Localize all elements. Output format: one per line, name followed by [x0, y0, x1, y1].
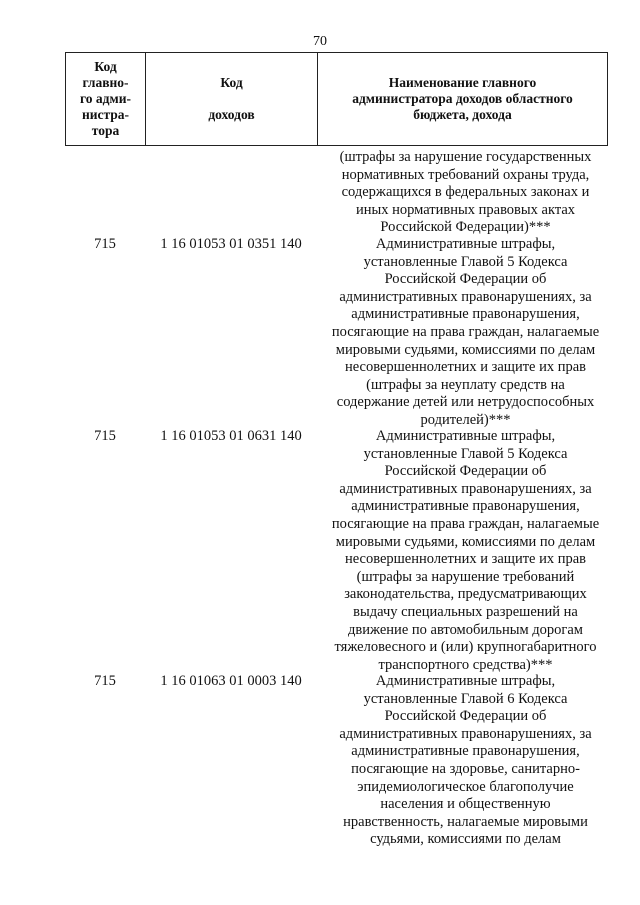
header-name-label: Наименование главного администратора доходов областного бюджета, дохода — [352, 75, 573, 122]
row-admin-code: 715 — [94, 236, 116, 252]
row-income-code: 1 16 01053 01 0351 140 — [160, 236, 302, 252]
row-income-name: Административные штрафы, установленные Главой 5 Кодекса Российской Федерации об административных правонарушениях, за административные правонарушения, посягающие на права граждан, налагаемые мировыми судьями, комиссиями по делам несовершеннолетних и защите их прав (штрафы за нарушение требований законодательства, предусматривающих выдачу специальных разрешений на движение по автомобильным дорогам тяжеловесного и (или) крупногабаритного транспортного средства)*** — [331, 428, 600, 673]
row-income-name: Административные штрафы, установленные Главой 5 Кодекса Российской Федерации об административных правонарушениях, за административные правонарушения, посягающие на права граждан, налагаемые мировыми судьями, комиссиями по делам несовершеннолетних и защите их прав (штрафы за неуплату средств на содержание детей или нетрудоспособных родителей)*** — [331, 236, 600, 428]
header-income-code-cell — [146, 53, 318, 145]
row-income-code: 1 16 01053 01 0631 140 — [160, 428, 302, 444]
row-income-code: 1 16 01063 01 0003 140 — [160, 673, 302, 689]
row-income-name: Административные штрафы, установленные Главой 6 Кодекса Российской Федерации об административных правонарушениях, за административные правонарушения, посягающие на здоровье, санитарно- эпидемиологическое благополучие населения и общественную нравственность, налагаемые мировыми судьями, комиссиями по делам — [339, 673, 592, 848]
page-number: 70 — [313, 34, 327, 49]
table-header — [65, 52, 608, 146]
header-income-code-label: Код доходов — [208, 75, 255, 122]
row-admin-code: 715 — [94, 673, 116, 689]
header-name-cell — [318, 53, 607, 145]
continuation-text: (штрафы за нарушение государственных нормативных требований охраны труда, содержащихся в федеральных законах и иных нормативных правовых актах Российской Федерации)*** — [339, 149, 592, 236]
header-admin-code-label: Код главно- го адми- нистра- тора — [80, 59, 131, 138]
header-admin-code-cell — [66, 53, 146, 145]
row-admin-code: 715 — [94, 428, 116, 444]
